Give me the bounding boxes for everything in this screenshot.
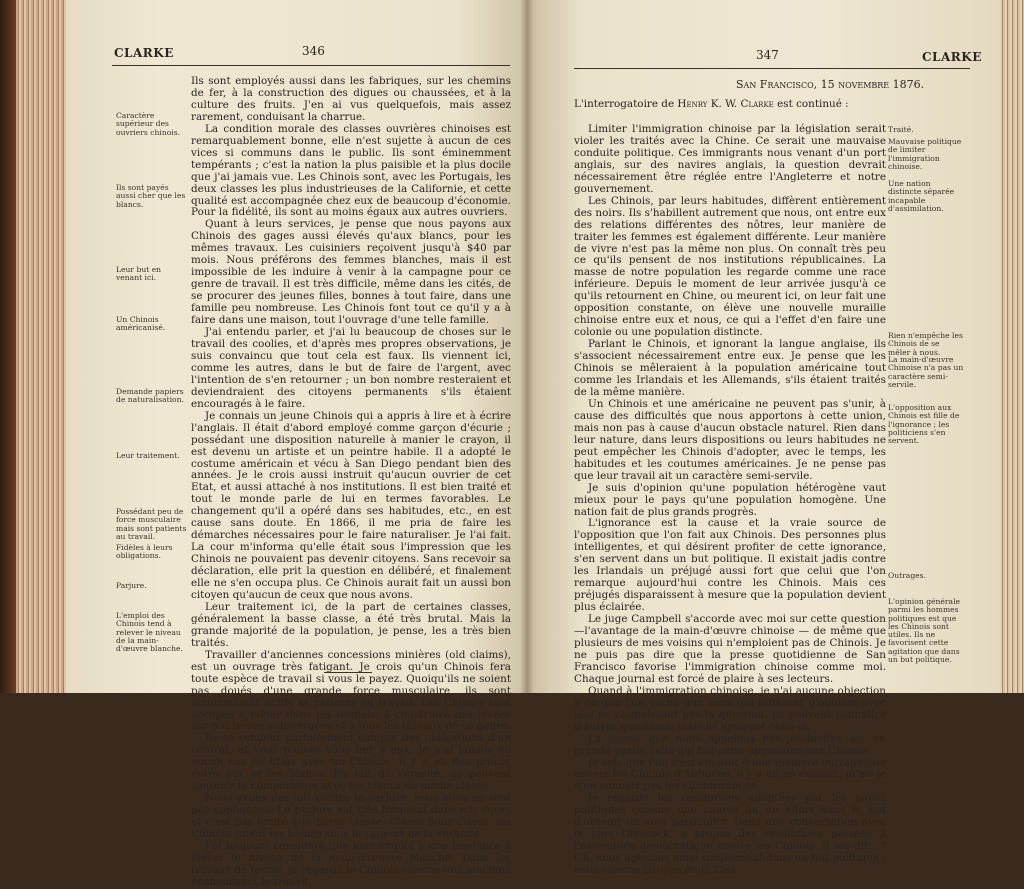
paragraph: Les Chinois, par leurs habitudes, diffèrent entièrement des noirs. Ils s'habillent autrement que nous, ont entre eux des relations différentes des nôtres, leur manière de traiter les femmes est également différente. Leur manière de vivre n'est pas la même non plus. On connaît très peu ce qu'ils pensent de nos institutions républicaines. La masse de notre population les regarde comme une race inférieure. Depuis le moment de leur arrivée jusqu'à ce qu'ils retournent en Chine, ou meurent ici, on leur fait une opposition constante, on élève une nouvelle muraille chinoise entre eux et nous, ce qui a l'effet d'en faire une colonie ou une population distincte. bbox=[574, 194, 886, 339]
margin-note: Rien n'empêche les Chinois de se mêler à nous. bbox=[888, 331, 963, 357]
right-page-number: 347 bbox=[756, 48, 779, 62]
witness-name: Henry K. W. Clarke bbox=[677, 98, 774, 110]
paragraph: Quand à l'immigration chinoise, je n'ai aucune objection à ce que l'on sache que ceux qui diffèrent d'opinion avec moi ne connaissent pas la question. Ils peuvent connaître d'autres questions, mais ils ignorent celle-ci. bbox=[574, 684, 886, 733]
margin-note: L'emploi des Chinois tend à relever le niveau de la main-d'œuvre blanche. bbox=[116, 611, 183, 654]
left-page-number: 346 bbox=[302, 44, 325, 58]
paragraph: Quant à leurs services, je pense que nous payons aux Chinois des gages aussi élevés qu'aux blancs, pour les mêmes travaux. Les cuisiniers reçoivent jusqu'à $40 par mois. Nous préférons des femmes blanches, mais il est impossible de les induire à venir à la campagne pour ce genre de travail. Il est très difficile, même dans les cités, de se procurer des jeunes filles, bonnes à tout faire, dans une famille peu nombreuse. Les Chinois font tout ce qu'il y a à faire dans une maison, tout l'ouvrage d'une telle famille. bbox=[191, 218, 511, 327]
left-header-rule bbox=[112, 65, 510, 66]
left-running-head: CLARKE bbox=[114, 46, 174, 60]
left-page-edges bbox=[16, 0, 66, 693]
margin-note: L'opinion générale parmi les hommes politiques est que les Chinois sont utiles. Ils ne favorisent cette agitation que dans un but politique. bbox=[888, 597, 961, 665]
right-page-edges bbox=[1000, 0, 1024, 693]
right-header-rule bbox=[574, 68, 970, 69]
margin-note: Leur traitement. bbox=[116, 451, 180, 460]
paragraph: Leur traitement ici, de la part de certaines classes, généralement la basse classe, a été très brutal. Mais la grande majorité de la population, je pense, les a très bien traités. bbox=[191, 600, 511, 649]
paragraph: J'ai toujours considéré que leur emploi a une tendance à élever le niveau de la main-d'œuvre blanche. Dans les travaux de ferme, je regarde le Chinois comme une machine économisant le travail. bbox=[191, 840, 511, 888]
margin-note: Une nation distincte séparée incapable d'assimilation. bbox=[888, 179, 955, 213]
intro-prefix: L'interrogatoire de bbox=[574, 98, 678, 110]
paragraph: Je regarde les résolutions adoptées par les partis politiques comme une course ou un effort dans le but d'obtenir un vote particulier. Dans une conversation avec le juge Glascock, à propos des résolutions passées à l'assemblée démocratique contre les Chinois, il me dit : “ Oh, nous agissons ainsi simplement dans un but politique ; mais comme citoyen de la Cali- bbox=[574, 792, 886, 877]
right-running-head: CLARKE bbox=[922, 50, 982, 64]
left-body-text bbox=[191, 76, 511, 889]
margin-note: Mauvaise politique de limiter l'immigration chinoise. bbox=[888, 137, 962, 171]
paragraph: Je sais que l'on s'est conduit d'une manière outrageante envers les Chinois d'Antioche, il y a un an environ, m'ais je n'en connais pas les circonstances. bbox=[574, 756, 886, 793]
end-rule bbox=[324, 672, 372, 673]
book-cover-edge bbox=[0, 0, 16, 693]
dateline: San Francisco, 15 novembre 1876. bbox=[736, 78, 925, 91]
margin-note: Leur but en venant ici. bbox=[116, 265, 162, 283]
paragraph: Parlant le Chinois, et ignorant la langue anglaise, ils s'associent nécessairement entre eux. Je pense que les Chinois se mêleraient à la population américaine tout comme les Irlandais et les Allemands, s'ils étaient traités de la même manière. bbox=[574, 338, 886, 398]
paragraph: La classe que nous appelons non-productive est en grande partie celle qui fait cette opposition aux Chinois. bbox=[574, 732, 886, 757]
margin-note: La main-d'œuvre Chinoise n'a pas un caractère semi-servile. bbox=[888, 355, 964, 389]
margin-note: Caractère supérieur des ouvriers chinois. bbox=[116, 111, 181, 137]
paragraph: Nous avons des lois contre le parjure, mais elles ne sont pas appliquées. Le parjure est très fréquent dans nos cours et n'est pas limité à la basse classe. Classe pour classe, les Chinois valent les blancs sous le rapport de la véracité. bbox=[191, 792, 511, 841]
paragraph: Un Chinois et une américaine ne peuvent pas s'unir, à cause des difficultés que nous apportons à cette union, mais non pas à cause d'aucun obstacle naturel. Rien dans leur nature, dans leurs dispositions ou leurs habitudes ne peut empêcher les Chinois d'adopter, avec le temps, les habitudes et les coutumes américaines. Je ne pense pas que leur travail ait un caractère semi-servile. bbox=[574, 397, 886, 482]
session-intro bbox=[574, 98, 849, 110]
intro-suffix: est continué : bbox=[773, 98, 849, 110]
paragraph: Le juge Campbell s'accorde avec moi sur cette question—l'avantage de la main-d'œuvre chinoise — de même que plusieurs de mes voisins qui n'emploient pas de Chinois. Je ne puis pas dire que la presse quotidienne de San Francisco favorise l'immigration chinoise comme moi. Chaque journal est forcé de plaire à ses lecteurs. bbox=[574, 613, 886, 685]
margin-note: Outrages. bbox=[888, 571, 926, 580]
margin-note: Traité. bbox=[888, 125, 914, 134]
paragraph: Travailler d'anciennes concessions minières (old claims), est un ouvrage très fatigant. Je crois qu'un Chinois fera toute espèce de travail si vous le payez. Quoiqu'ils ne soient pas doués d'une grande force musculaire, ils sont éminemment actifs et patients au travail. Les Chinois sont occupés à miner dans les tunnels, à construire des levées sur nos terres submergées et à tous les travaux de ce genre. bbox=[191, 648, 511, 733]
margin-note: Fidèles à leurs obligations. bbox=[116, 543, 173, 561]
paragraph: Limiter l'immigration chinoise par la législation serait violer les traités avec la Chine. Ce serait une mauvaise conduite politique. Ces immigrants nous venant d'un port anglais, sur des navires anglais, la question devrait nécessairement être réglée entre l'Angleterre et notre gouvernement. bbox=[574, 123, 886, 195]
paragraph: Ils sont employés aussi dans les fabriques, sur les chemins de fer, à la construction des digues ou chaussées, et à la culture des fruits. J'en ai vus quelquefois, mais assez rarement, conduisant la charrue. bbox=[191, 75, 511, 123]
book-gutter bbox=[520, 0, 534, 693]
margin-note: L'opposition aux Chinois est fille de l'ignorance ; les politiciens s'en servent. bbox=[888, 403, 960, 446]
right-page bbox=[526, 0, 1000, 877]
right-body-text bbox=[574, 124, 886, 877]
paragraph: Je suis d'opinion qu'une population hétérogène vaut mieux pour le pays qu'une population homogène. Une nation fait de plus grands progrès. bbox=[574, 481, 886, 518]
paragraph: L'ignorance est la cause et la vraie source de l'opposition que l'on fait aux Chinois. Des personnes plus intelligentes, et qui désirent profiter de cette ignorance, s'en servent dans un but politique. Il existait jadis contre les Irlandais un préjugé aussi fort que celui que l'on remarque aujourd'hui contre les Chinois. Mais ces préjugés disparaissent à mesure que la population devient plus éclairée. bbox=[574, 517, 886, 614]
left-page bbox=[66, 0, 526, 888]
margin-note: Demande papiers de naturalisation. bbox=[116, 387, 184, 405]
margin-note: Un Chinois américanisé. bbox=[116, 315, 166, 333]
paragraph: J'ai entendu parler, et j'ai lu beaucoup de choses sur le travail des coolies, et d'après mes propres observations, je suis convaincu que tout cela est faux. Ils viennent ici, comme les autres, dans le but de faire de l'argent, avec l'intention de s'en retourner ; un bon nombre resteraient et deviendraient des citoyens permanents s'ils étaient encouragés à le faire. bbox=[191, 326, 511, 410]
paragraph: La condition morale des classes ouvrières chinoises est remarquablement bonne, elle n'est sujette à aucun de ces vices si communs dans le public. Ils sont éminemment tempérants ; c'est la nation la plus paisible et la plus docile que j'ai jamais vue. Les Chinois sont, avec les Portugais, les deux classes les plus industrieuses de la Californie, et cette qualité est accompagnée chez eux de beaucoup d'économie. Pour la fidélité, ils sont au moins égaux aux autres ouvriers. bbox=[191, 122, 511, 219]
margin-note: Possédant peu de force musculaire mais sont patients au travail. bbox=[116, 507, 187, 541]
margin-note: Ils sont payés aussi cher que les blancs. bbox=[116, 183, 186, 209]
margin-note: Parjure. bbox=[116, 581, 147, 590]
paragraph: Je connais un jeune Chinois qui a appris à lire et à écrire l'anglais. Il était d'abord employé comme garçon d'écurie ; possédant une disposition naturelle à manier le crayon, il est devenu un artiste et un peintre habile. Il a adopté le costume américain et vécu à San Diego pendant bien des années. Je le crois aussi instruit qu'aucun ouvrier de cet Etat, et aussi attaché à nos institutions. Il est bien traité et tout le monde parle de lui en termes favorables. Le changement qu'il a opéré dans ses habitudes, etc., en est cause sans doute. En 1866, il me pria de faire les démarches nécessaires pour le faire naturaliser. Je l'ai fait. La cour m'informa qu'elle était sous l'impression que les Chinois ne pouvaient pas devenir citoyens. Sans recevoir sa déclaration, elle prit la question en délibéré, et finalement elle ne s'en occupa plus. Ce Chinois aurait fait un aussi bon citoyen qu'aucun de ceux que nous avons. bbox=[191, 409, 511, 601]
paragraph: Ils se rendent parfaitement compte des obligations d'un contrat, et vous pouvez vous fier à eux. Je n'ai jamais eu aucun cas de litige avec un Chinois. Il y a eu des procès entre eux et les blancs. En fait de véracité, ils peuvent soutenir la comparaison avec les blancs de même classe. bbox=[191, 732, 511, 793]
